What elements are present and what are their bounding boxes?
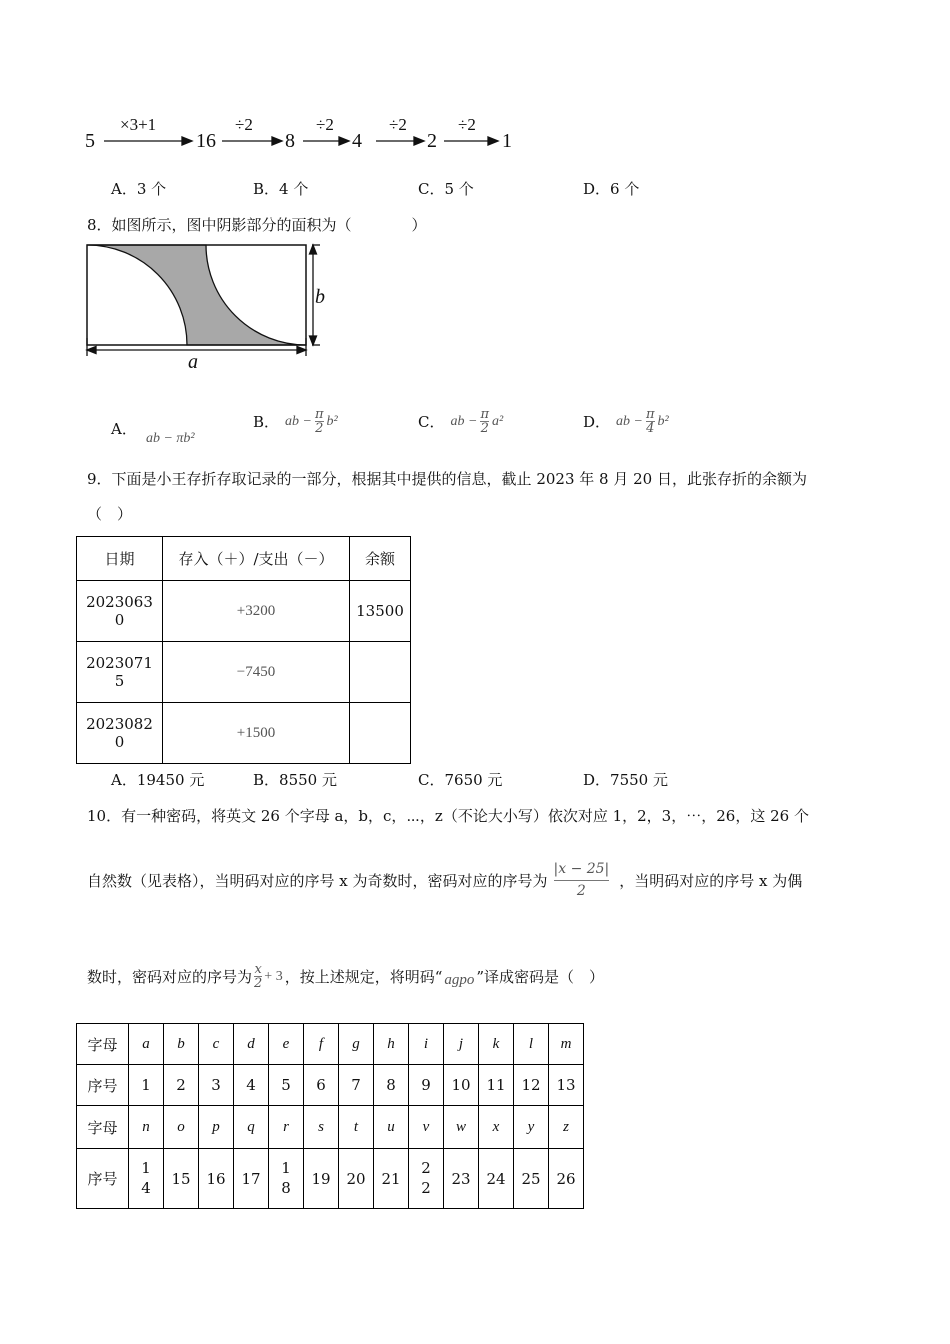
seq-num-8: 8 (285, 130, 295, 152)
frac-d: $\frac{\pi}{4}$ (645, 407, 655, 436)
amount-cell: +3200 (163, 581, 350, 642)
seq-num-2: 2 (427, 130, 437, 152)
q9-option-c[interactable]: C．7650 元 (418, 771, 503, 789)
seq-num-5: 5 (85, 130, 95, 152)
q9-option-d[interactable]: D．7550 元 (583, 771, 668, 789)
date-cell: 2023082 0 (77, 703, 163, 764)
q7-option-b[interactable]: B．4 个 (253, 180, 309, 198)
table-row (77, 642, 411, 703)
seq-num-1: 1 (502, 130, 512, 152)
amount-cell: −7450 (163, 642, 350, 703)
q10-line2: 自然数（见表格），当明码对应的序号 x 为奇数时，密码对应的序号为 $\frac{|x - 25|}{2}$ ，当明码对应的序号 x 为偶 (87, 861, 803, 899)
table-row (77, 581, 411, 642)
q8-option-c[interactable]: C． ab − $\frac{\pi}{2}$ a² (418, 407, 504, 436)
amount-cell: +1500 (163, 703, 350, 764)
q9-stem: 9．下面是小王存折存取记录的一部分，根据其中提供的信息，截止 2023 年 8 月 20 日，此张存折的余额为 (87, 470, 807, 488)
shaded-region (87, 245, 306, 345)
expr-a: ab − πb² (145, 431, 195, 446)
op-div2-1: ÷2 (235, 115, 253, 134)
q7-option-d[interactable]: D．6 个 (583, 180, 640, 198)
label-b: b (315, 286, 325, 308)
balance-cell (350, 703, 411, 764)
table-row: 字母 a b c d e f g h i j k l m (77, 1024, 584, 1065)
q7-option-c[interactable]: C．5 个 (418, 180, 474, 198)
q9-option-b[interactable]: B．8550 元 (253, 771, 337, 789)
header-date: 日期 (77, 537, 163, 581)
plaintext-word: agpo (444, 972, 475, 988)
table-row: 序号 1 2 3 4 5 6 7 8 9 10 11 12 13 (77, 1065, 584, 1106)
seq-num-4: 4 (352, 130, 362, 152)
op-times3plus1: ×3+1 (120, 115, 157, 134)
frac-b: $\frac{\pi}{2}$ (314, 407, 324, 436)
odd-formula: $\frac{|x - 25|}{2}$ (553, 861, 610, 899)
table-row (77, 703, 411, 764)
q8-figure (80, 238, 340, 378)
q10-line3: 数时，密码对应的序号为 $\frac{x}{2}$ + 3 ，按上述规定，将明码“ agpo ”译成密码是（ ） (87, 962, 605, 991)
even-formula: $\frac{x}{2}$ (254, 962, 263, 991)
header-balance: 余额 (350, 537, 411, 581)
q9-option-a[interactable]: A．19450 元 (111, 771, 205, 789)
table-row: 字母 n o p q r s t u v w x y z (77, 1106, 584, 1149)
q8-option-a[interactable]: A． ab − πb² (111, 420, 195, 446)
cipher-table (76, 1023, 584, 1209)
date-cell: 2023063 0 (77, 581, 163, 642)
op-div2-3: ÷2 (389, 115, 407, 134)
seq-num-16: 16 (196, 130, 216, 152)
balance-cell (350, 642, 411, 703)
op-div2-2: ÷2 (316, 115, 334, 134)
label-a: a (188, 351, 198, 373)
frac-c: $\frac{\pi}{2}$ (480, 407, 489, 436)
op-div2-4: ÷2 (458, 115, 476, 134)
deposit-record-table (76, 536, 411, 764)
q8-option-d[interactable]: D． ab − $\frac{\pi}{4}$ b² (583, 407, 669, 436)
q8-stem: 8．如图所示，图中阴影部分的面积为（ ） (87, 216, 427, 234)
q7-option-a[interactable]: A．3 个 (111, 180, 167, 198)
header-amount: 存入（＋）/支出（－） (163, 537, 350, 581)
balance-cell: 13500 (350, 581, 411, 642)
q10-line1: 10．有一种密码，将英文 26 个字母 a，b，c，⋯，z（不论大小写）依次对应 1，2，3，⋯，26，这 26 个 (87, 807, 809, 825)
q9-stem-cont: （ ） (87, 505, 133, 523)
q8-option-b[interactable]: B． ab − $\frac{\pi}{2}$ b² (253, 407, 338, 436)
table-row: 序号 1 4 15 16 17 1 8 19 20 21 2 2 23 24 25 26 (77, 1149, 584, 1209)
date-cell: 2023071 5 (77, 642, 163, 703)
sequence-arrows (0, 0, 950, 160)
